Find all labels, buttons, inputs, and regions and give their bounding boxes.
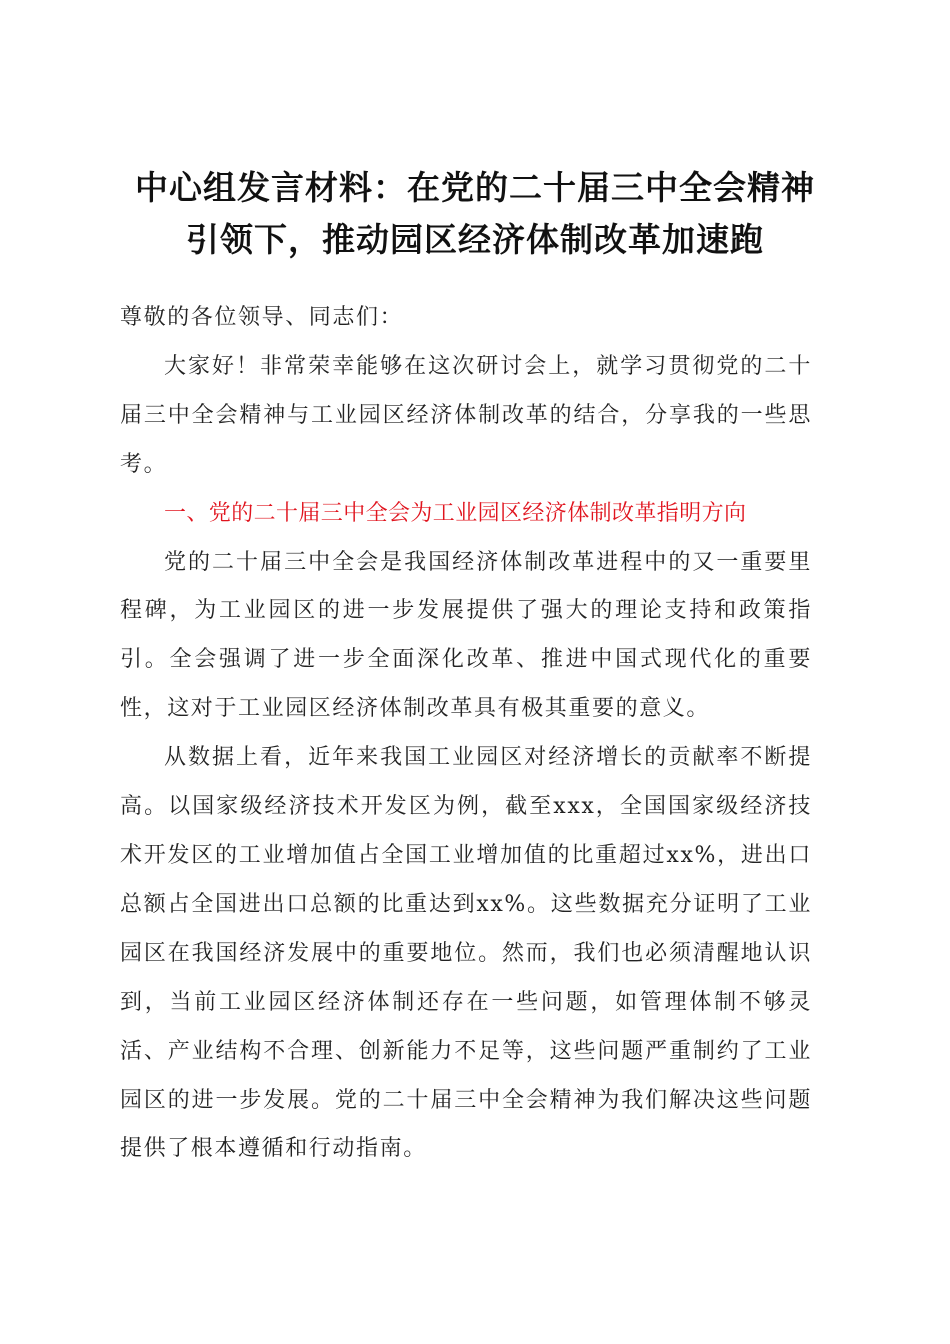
opening-paragraph: 大家好！非常荣幸能够在这次研讨会上，就学习贯彻党的二十届三中全会精神与工业园区经济体制改革的结合，分享我的一些思考。: [120, 353, 812, 477]
section-heading-1: 一、党的二十届三中全会为工业园区经济体制改革指明方向: [164, 500, 747, 526]
title-line-2: 引领下，推动园区经济体制改革加速跑: [186, 220, 764, 259]
salutation: 尊敬的各位领导、同志们：: [120, 305, 404, 330]
title-line-1: 中心组发言材料：在党的二十届三中全会精神: [135, 168, 815, 207]
body-paragraph-1: 党的二十届三中全会是我国经济体制改革进程中的又一重要里程碑，为工业园区的进一步发展提供了强大的理论支持和政策指引。全会强调了进一步全面深化改革、推进中国式现代化的重要性，这对于工业园区经济体制改革具有极其重要的意义。: [120, 549, 812, 722]
document-title: [110, 162, 840, 266]
body-paragraph-2: 从数据上看，近年来我国工业园区对经济增长的贡献率不断提高。以国家级经济技术开发区为例，截至xxx，全国国家级经济技术开发区的工业增加值占全国工业增加值的比重超过xx%，进出口总额占全国进出口总额的比重达到xx%。这些数据充分证明了工业园区在我国经济发展中的重要地位。然而，我们也必须清醒地认识到，当前工业园区经济体制还存在一些问题，如管理体制不够灵活、产业结构不合理、创新能力不足等，这些问题严重制约了工业园区的进一步发展。党的二十届三中全会精神为我们解决这些问题提供了根本遵循和行动指南。: [120, 745, 812, 1162]
document-body: [120, 294, 812, 1174]
